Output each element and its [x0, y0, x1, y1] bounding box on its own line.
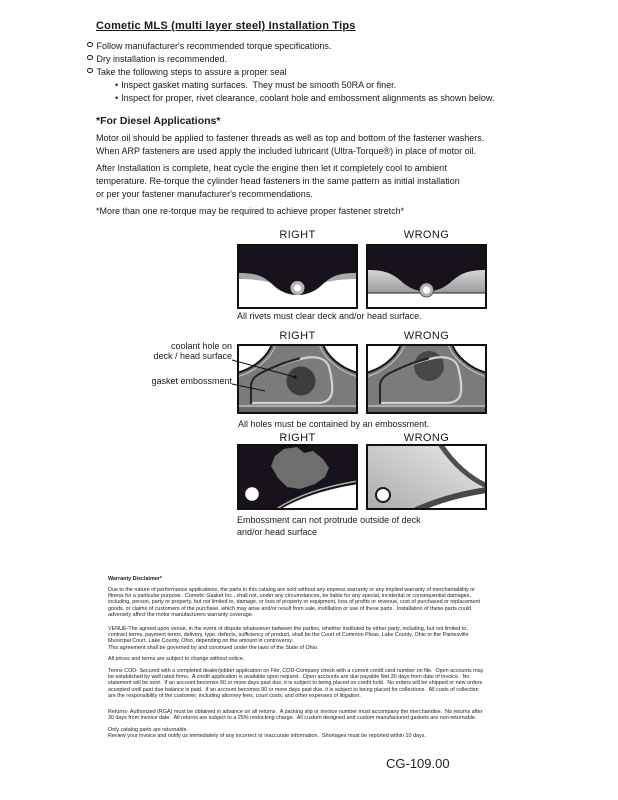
- filled-bullet-icon: •: [115, 93, 119, 103]
- fineprint-line: contract terms, payment terms, delivery, type, defects, sufficiency of product, shall be the Court of Common Pleas, Lake County, Ohio or the Painesville: [108, 632, 469, 639]
- caption-line: Embossment can not protrude outside of deck: [237, 515, 421, 525]
- warranty-disclaimer-title: Warranty Disclaimer*: [108, 576, 163, 582]
- fineprint-line: Terms COD- Secured with a completed dealer/jobber application on File, COD-Company check with a current credit card number on file. Open accounts may: [108, 668, 484, 674]
- warranty-paragraph: [108, 587, 518, 618]
- fineprint-line: Due to the nature of performance applications, the parts in this catalog are sold without any express warranty or any implied warranty of merchantability or: [108, 587, 476, 593]
- rivet-clearance-wrong-diagram: [366, 244, 487, 309]
- tip-text: Inspect for proper, rivet clearance, coolant hole and embossment alignments as shown below.: [121, 93, 495, 103]
- annotation-line: coolant hole on: [170, 341, 232, 351]
- open-bullet-icon: [87, 42, 93, 48]
- fineprint-line: fitness for a particular purpose. Cometic Gasket Inc., shall not, under any circumstances, be liable for any special, incidental or consequential damages,: [108, 593, 471, 600]
- row3-caption: [237, 515, 467, 538]
- fineprint-line: 30 days from invoice date. All returns are subject to a 25% restocking charge. All custom designed and custom manufactured gaskets are non-returnable.: [108, 715, 477, 722]
- paragraph-line: After Installation is complete, heat cycle the engine then let it completely cool to ambient: [96, 163, 447, 173]
- fineprint-line: goods, or claims of customers of the purchase, which may arise and/or result from sale, instillation or use of these parts. Installation of these parts could: [108, 605, 472, 612]
- filled-bullet-icon: •: [115, 80, 119, 90]
- gasket-embossment-label: gasket embossment: [151, 376, 232, 386]
- returns-paragraph: [108, 709, 518, 721]
- tips-list: [87, 40, 527, 105]
- diesel-paragraph-1: [96, 132, 526, 158]
- paragraph-line: When ARP fasteners are used apply the included lubricant (Ultra-Torque®) in place of motor oil.: [96, 146, 477, 156]
- open-bullet-icon: [87, 55, 93, 61]
- fineprint-line: be established by well rated firms. A credit application is available upon request. Open accounts are due payable Net 30 days from date of invoice. No: [108, 674, 470, 681]
- tip-text: Inspect gasket mating surfaces. They must be smooth 50RA or finer.: [121, 80, 397, 90]
- paragraph-line: temperature. Re-torque the cylinder head fasteners in the same pattern as initial installation: [96, 176, 460, 186]
- embossment-containment-wrong-diagram: [366, 344, 487, 414]
- list-item: [87, 66, 527, 79]
- fineprint-line: Returns- Authorized (RGA) must be obtained in advance on all returns. A packing slip or invoice number must accompany the merchandise. No returns after: [108, 709, 483, 715]
- fineprint-line: accepted until past due balance is paid. If an account becomes 90 or more days past due, it is subject to being placed for collections. All costs of collection: [108, 686, 479, 693]
- right-label-row3: RIGHT: [279, 432, 316, 444]
- retorque-note: *More than one re-torque may be required to achieve proper fastener stretch*: [96, 206, 405, 216]
- page-code: CG-109.00: [386, 756, 450, 771]
- venue-paragraph: [108, 626, 518, 651]
- list-item: [115, 92, 527, 105]
- fineprint-line: Municipal Court, Lake County, Ohio, depending on the amount in controversy.: [108, 638, 293, 645]
- protrusion-right-diagram: [237, 444, 358, 510]
- wrong-label-row2: WRONG: [403, 330, 450, 342]
- caption-line: and/or head surface: [237, 526, 318, 537]
- fineprint-line: adversely affect the motor manufacturers warranty coverage.: [108, 611, 254, 618]
- open-bullet-icon: [87, 68, 93, 74]
- fineprint-line: Only catalog parts are returnable.: [108, 727, 189, 733]
- diesel-paragraph-2: [96, 162, 526, 201]
- fineprint-line: statement will be sent. If an account becomes 60 or more days past due, it is subject to being placed on credit hold. No orders will be shipped or new orders: [108, 680, 483, 687]
- row2-caption: All holes must be contained by an embossment.: [238, 419, 430, 429]
- rivet-right-svg: [237, 244, 358, 309]
- fineprint-line: This agreement shall be governed by and construed under the laws of the State of Ohio.: [108, 644, 319, 651]
- leader-lines: [110, 340, 310, 400]
- protrusion-wrong-diagram: [366, 444, 487, 510]
- protrusion-wrong-svg: [366, 444, 487, 510]
- terms-paragraph: [108, 668, 518, 699]
- page-title: Cometic MLS (multi layer steel) Installation Tips: [96, 20, 356, 32]
- protrusion-right-svg: [237, 444, 358, 510]
- fineprint-line: VENUE-The agreed upon venue, in the event of dispute whatsoever between the parties, whether instituted by either party, including, but not limited to,: [108, 626, 468, 632]
- rivet-clearance-right-diagram: [237, 244, 358, 309]
- wrong-label-row1: WRONG: [403, 229, 450, 241]
- paragraph-line: Motor oil should be applied to fastener threads as well as top and bottom of the fastener washers.: [96, 133, 485, 143]
- annotation-line: deck / head surface: [153, 351, 232, 361]
- right-label-row2: RIGHT: [279, 330, 316, 342]
- row1-caption: All rivets must clear deck and/or head surface.: [237, 311, 422, 321]
- fineprint-line: Review your invoice and notify us immediately of any incorrect or inaccurate information. Shortages must be reported within 10 days.: [108, 733, 426, 740]
- fineprint-line: are the responsibility of the customer, including attorney fees, court costs, and other expenses of litigation.: [108, 692, 361, 699]
- catalog-returns-paragraph: [108, 727, 518, 739]
- diesel-applications-heading: *For Diesel Applications*: [96, 115, 221, 127]
- tip-text: Follow manufacturer's recommended torque specifications.: [96, 41, 332, 51]
- list-item: [87, 53, 527, 66]
- fineprint-line: including, person, party or property, but not limited to, damage, or loss of property or equipment, loss of profits or revenue, cost of purchased or replacement: [108, 599, 481, 606]
- right-label-row1: RIGHT: [279, 229, 316, 241]
- list-item: [115, 79, 527, 92]
- paragraph-line: or per your fastener manufacturer's recommendations.: [96, 189, 313, 199]
- prices-notice: All prices and terms are subject to change without notice.: [108, 656, 245, 662]
- list-item: [87, 40, 527, 53]
- tip-text: Take the following steps to assure a proper seal: [96, 67, 287, 77]
- tip-text: Dry installation is recommended.: [96, 54, 228, 64]
- wrong-label-row3: WRONG: [403, 432, 450, 444]
- embossment-wrong-svg: [366, 344, 487, 414]
- rivet-wrong-svg: [366, 244, 487, 309]
